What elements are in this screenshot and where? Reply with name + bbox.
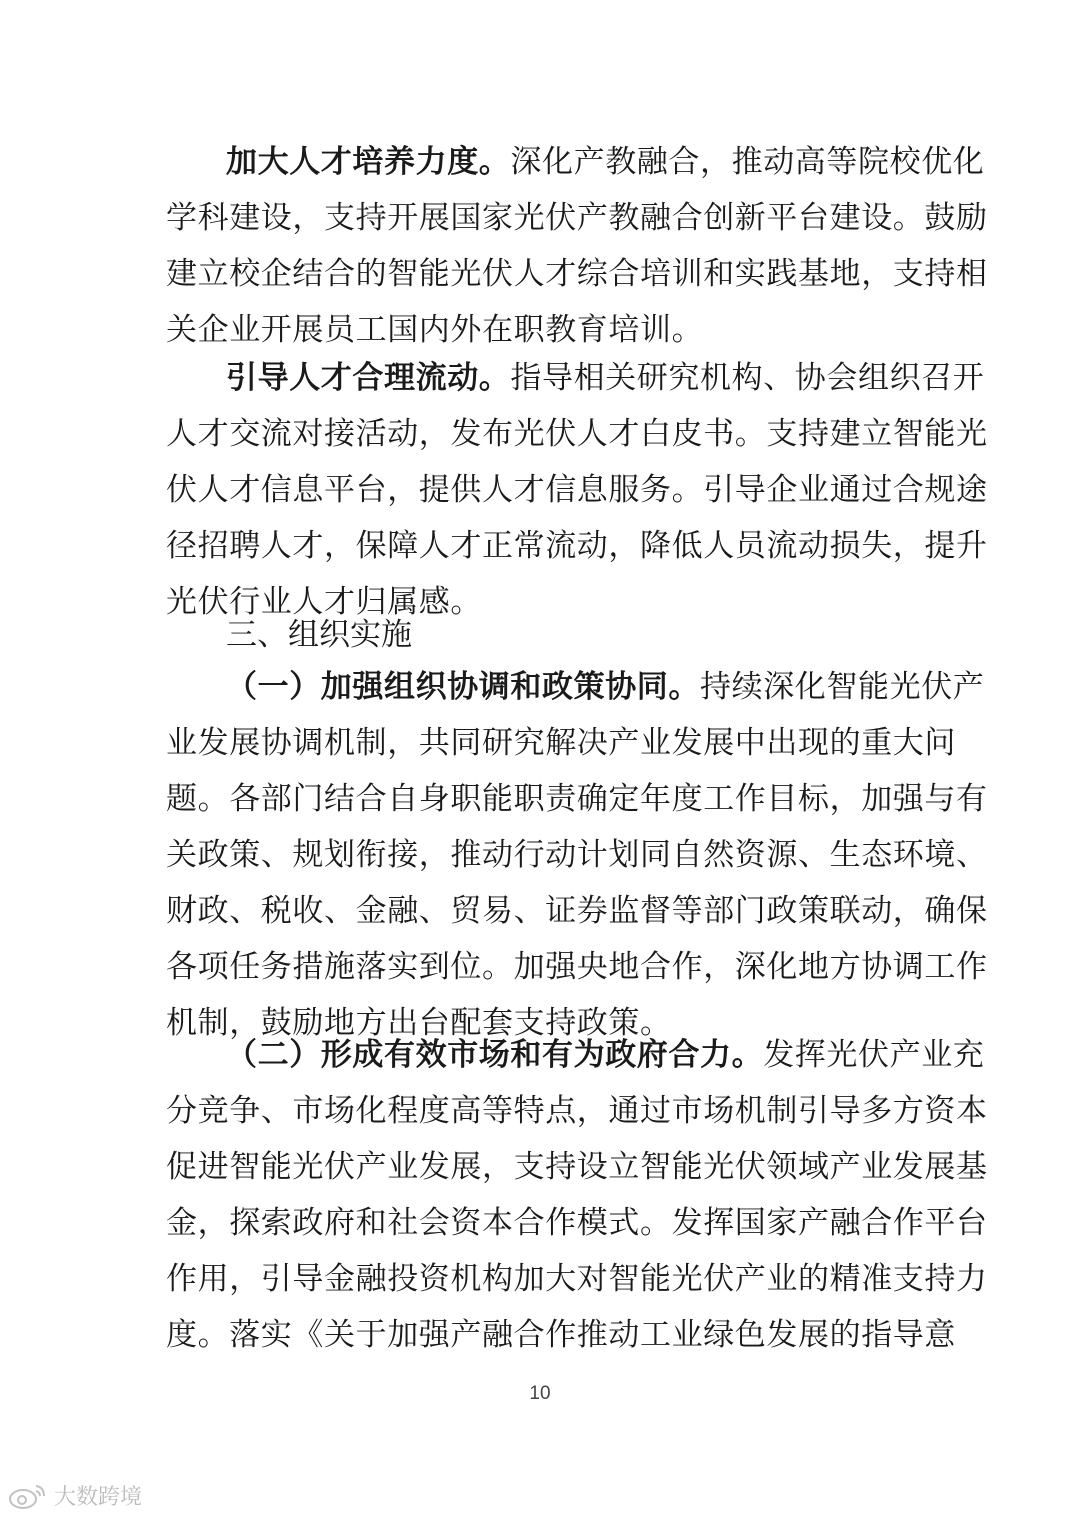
- paragraph-line: 关企业开展员工国内外在职教育培训。: [166, 312, 704, 348]
- paragraph-line: 人才交流对接活动，发布光伏人才白皮书。支持建立智能光: [166, 416, 988, 452]
- paragraph-line: 题。各部门结合自身职能职责确定年度工作目标，加强与有: [166, 781, 988, 817]
- section-heading: 三、组织实施: [226, 617, 412, 653]
- bold-lead: （一）加强组织协调和政策协同。: [226, 669, 700, 705]
- paragraph-line: 关政策、规划衔接，推动行动计划同自然资源、生态环境、: [166, 837, 988, 873]
- paragraph-line: 光伏行业人才归属感。: [166, 584, 482, 620]
- bold-lead: （二）形成有效市场和有为政府合力。: [226, 1037, 764, 1073]
- paragraph-line: 径招聘人才，保障人才正常流动，降低人员流动损失，提升: [166, 528, 988, 564]
- paragraph-line: 业发展协调机制，共同研究解决产业发展中出现的重大问: [166, 725, 956, 761]
- bold-lead: 引导人才合理流动。: [226, 360, 511, 396]
- paragraph-line: 建立校企结合的智能光伏人才综合培训和实践基地，支持相: [166, 256, 988, 292]
- paragraph-line: 机制，鼓励地方出台配套支持政策。: [166, 1005, 672, 1041]
- paragraph-line: 分竞争、市场化程度高等特点，通过市场机制引导多方资本: [166, 1093, 988, 1129]
- paragraph-line: 加大人才培养力度。深化产教融合，推动高等院校优化: [226, 144, 985, 180]
- paragraph-line: 各项任务措施落实到位。加强央地合作，深化地方协调工作: [166, 949, 988, 985]
- paragraph-line: 促进智能光伏产业发展，支持设立智能光伏领域产业发展基: [166, 1149, 988, 1185]
- paragraph-line: （一）加强组织协调和政策协同。持续深化智能光伏产: [226, 669, 985, 705]
- weibo-logo-icon: [8, 1482, 48, 1510]
- paragraph-line: 伏人才信息平台，提供人才信息服务。引导企业通过合规途: [166, 472, 988, 508]
- bold-lead: 加大人才培养力度。: [226, 144, 511, 180]
- paragraph-line: 作用，引导金融投资机构加大对智能光伏产业的精准支持力: [166, 1261, 988, 1297]
- paragraph-line: （二）形成有效市场和有为政府合力。发挥光伏产业充: [226, 1037, 985, 1073]
- paragraph-line: 度。落实《关于加强产融合作推动工业绿色发展的指导意: [166, 1317, 956, 1353]
- watermark-text: 大数跨境: [54, 1485, 143, 1510]
- paragraph-line: 财政、税收、金融、贸易、证券监督等部门政策联动，确保: [166, 893, 988, 929]
- paragraph-line: 引导人才合理流动。指导相关研究机构、协会组织召开: [226, 360, 985, 396]
- paragraph-line: 学科建设，支持开展国家光伏产教融合创新平台建设。鼓励: [166, 200, 988, 236]
- watermark: [8, 1480, 142, 1511]
- paragraph-line: 金，探索政府和社会资本合作模式。发挥国家产融合作平台: [166, 1205, 988, 1241]
- page-number: 10: [529, 1383, 551, 1404]
